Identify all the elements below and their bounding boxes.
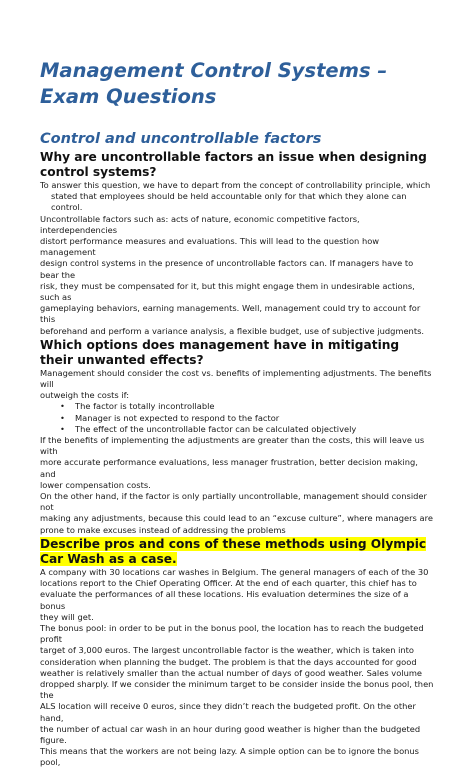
text-line: The bonus pool: in order to be put in the bonus pool, the location has to reach the budgeted profit: [40, 622, 424, 645]
text-line: risk, they must be compensated for it, but this might engage them in undesirable actions, such as: [40, 280, 415, 303]
text-line: This means that the workers are not being lazy. A simple option can be to ignore the bonus pool,: [40, 746, 419, 768]
text-line: prone to make excuses instead of addressing the problems: [40, 524, 286, 535]
document-title: Management Control Systems – Exam Questions: [40, 59, 388, 108]
answer-3: [40, 567, 434, 769]
text-line: consideration when planning the budget. The problem is that the days accounted for good: [40, 656, 417, 667]
answer-1: [40, 180, 434, 337]
list-item: [40, 401, 434, 412]
bullet-icon: •: [60, 412, 65, 423]
answer-2: [40, 368, 434, 536]
list-item-text: The factor is totally incontrollable: [75, 401, 215, 412]
text-line: more accurate performance evaluations, less manager frustration, better decision making, and: [40, 457, 418, 479]
question-heading-2: Which options does management have in mitigating their unwanted effects?: [40, 337, 400, 367]
list-item-text: Manager is not expected to respond to the factor: [75, 412, 280, 423]
list-item: [40, 424, 434, 435]
text-line: On the other hand, if the factor is only partially uncontrollable, management should consider not: [40, 491, 427, 513]
text-line: lower compensation costs.: [40, 479, 151, 490]
text-line: making any adjustments, because this could lead to an “excuse culture”, where managers are: [40, 513, 433, 524]
text-line: Uncontrollable factors such as: acts of nature, economic competitive factors, interdependencies: [40, 213, 360, 235]
list-item: [40, 413, 434, 424]
text-line: weather is relatively smaller than the actual number of days of good weather. Sales volume: [40, 667, 423, 678]
condition-list: [40, 401, 434, 435]
bullet-icon: •: [60, 401, 65, 412]
text-line: dropped sharply. If we consider the minimum target to be consider inside the bonus pool, then the: [40, 678, 434, 701]
text-line: evaluate the performances of all these locations. His evaluation determines the size of a bonus: [40, 589, 409, 611]
highlighted-question: Describe pros and cons of these methods using Olympic Car Wash as a case.: [40, 536, 427, 566]
text-line: To answer this question, we have to depart from the concept of controllability principle, which: [40, 180, 431, 190]
text-line: Management should consider the cost vs. benefits of implementing adjustments. The benefits will: [40, 367, 432, 390]
text-line: ALS location will receive 0 euros, since they didn’t reach the budgeted profit. On the other hand,: [40, 701, 416, 723]
question-heading-1: Why are uncontrollable factors an issue when designing control systems?: [40, 150, 427, 179]
text-line: A company with 30 locations car washes in Belgium. The general managers of each of the 30: [40, 566, 429, 577]
text-line: beforehand and perform a variance analysis, a flexible budget, use of subjective judgments.: [40, 325, 425, 336]
text-line: the number of actual car wash in an hour during good weather is higher than the budgeted figure.: [40, 723, 421, 745]
list-item-text: The effect of the uncontrollable factor can be calculated objectively: [75, 423, 357, 434]
text-line: gameplaying behaviors, earning managements. Well, management could try to account for this: [40, 303, 421, 325]
text-line: distort performance measures and evaluations. This will lead to the question how management: [40, 236, 380, 258]
text-line: they will get.: [40, 611, 94, 622]
bullet-icon: •: [60, 423, 65, 434]
text-line: design control systems in the presence of uncontrollable factors can. If managers have to bear the: [40, 258, 414, 280]
text-line: stated that employees should be held accountable only for that which they alone can control.: [51, 191, 407, 213]
text-line: target of 3,000 euros. The largest uncontrollable factor is the weather, which is taken into: [40, 645, 414, 656]
question-heading-3: [40, 537, 434, 567]
text-line: locations report to the Chief Operating Officer. At the end of each quarter, this chief has to: [40, 578, 417, 589]
text-line: outweigh the costs if:: [40, 390, 130, 401]
text-line: If the benefits of implementing the adjustments are greater than the costs, this will leave us with: [40, 435, 425, 457]
section-heading: Control and uncontrollable factors: [40, 131, 322, 147]
